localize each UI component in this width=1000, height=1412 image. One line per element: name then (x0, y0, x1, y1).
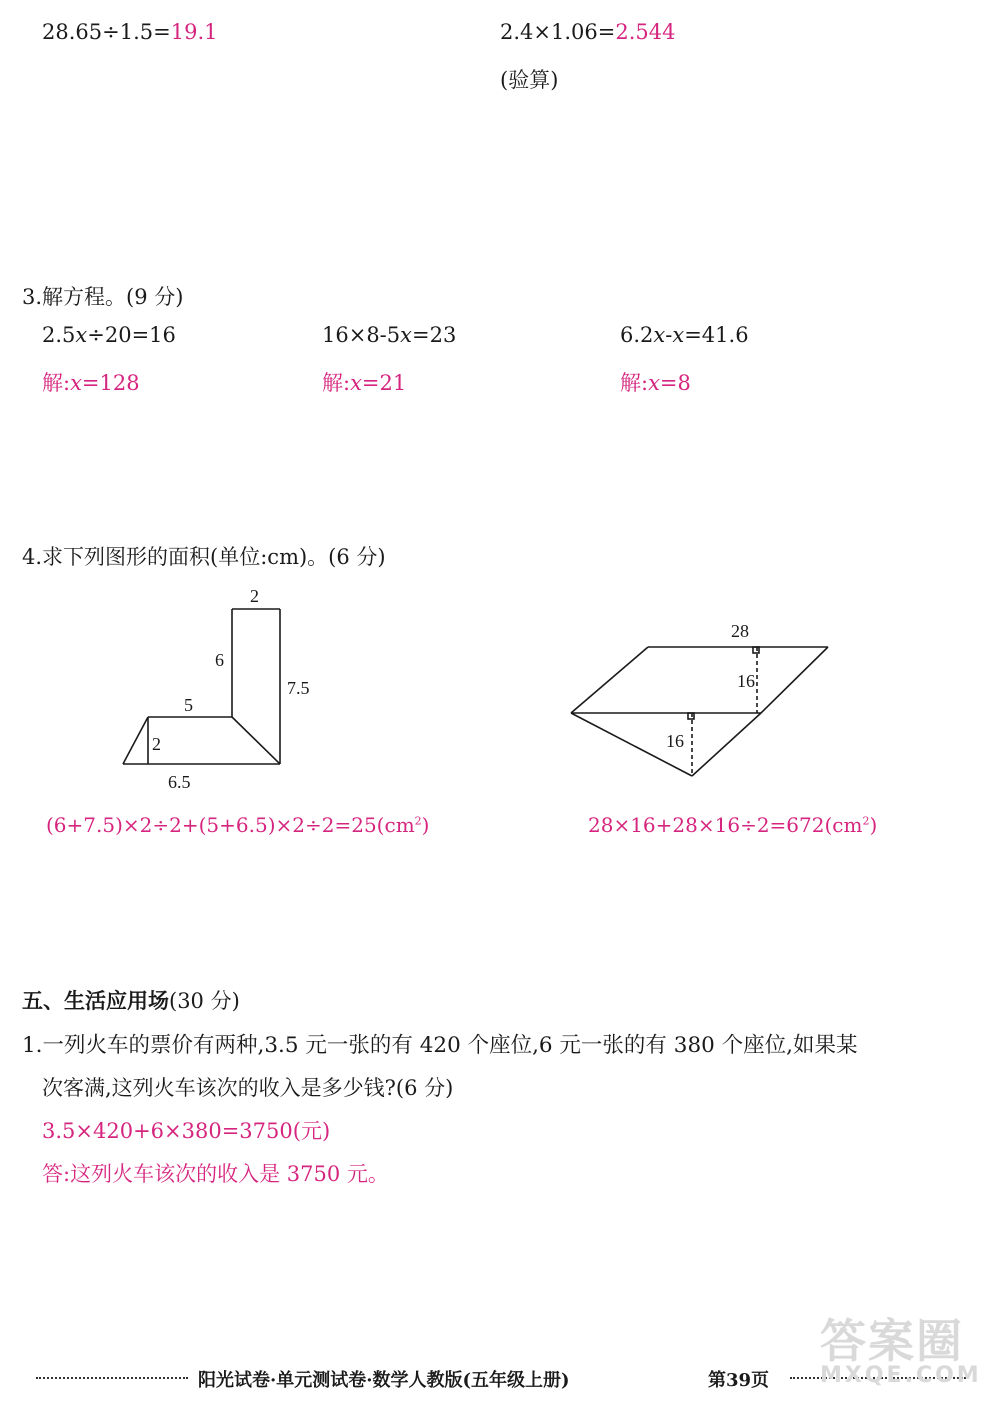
q3-ans2-var: x (350, 371, 362, 395)
q4-answer2 (588, 813, 877, 837)
q4-heading: 4.求下列图形的面积(单位:cm)。(6 分) (22, 545, 386, 569)
q3-eq2-a: 16×8-5 (322, 323, 401, 347)
q3-eq2 (322, 323, 456, 347)
q3-eq3-a: 6.2 (620, 323, 654, 347)
q3-eq1-var: x (75, 323, 88, 347)
q4-answer1-end: ) (421, 813, 430, 837)
q3-ans2-prefix: 解: (322, 371, 351, 395)
q3-ans3-rest: =8 (659, 371, 691, 395)
footer-page-number: 第39页 (708, 1370, 770, 1391)
q3-eq1-a: 2.5 (42, 323, 76, 347)
fig1-slant-edge (123, 717, 148, 764)
q3-ans1-prefix: 解: (42, 371, 71, 395)
fig1-diagonal (232, 717, 280, 764)
calc-right-expr: 2.4×1.06= (500, 20, 616, 44)
fig2-right-angle-lower (688, 713, 694, 719)
watermark-logo (820, 1314, 982, 1388)
q3-ans2-rest: =21 (361, 371, 407, 395)
q3-eq3-c: =41.6 (684, 323, 749, 347)
q3-heading: 3.解方程。(9 分) (22, 285, 184, 309)
verify-note: (验算) (500, 68, 559, 92)
s5-q1-answer-calc: 3.5×420+6×380=3750(元) (42, 1119, 331, 1143)
q4-answer2-sup: 2 (862, 814, 870, 828)
watermark-sub: MXQE.COM (820, 1363, 982, 1388)
calc-left-expr: 28.65÷1.5= (42, 20, 171, 44)
fig1-label-inner: 2 (152, 734, 161, 754)
q3-eq1-b: ÷20=16 (87, 323, 176, 347)
fig2-right-edge (761, 647, 828, 713)
section5-heading-bold: 五、生活应用场 (22, 988, 169, 1013)
q3-eq2-b: =23 (411, 323, 457, 347)
q3-ans1 (42, 367, 140, 397)
q3-ans1-rest: =128 (81, 371, 140, 395)
figure-composite-shape (110, 580, 340, 795)
fig2-right-angle-upper (753, 647, 759, 653)
q3-eq3-b: - (665, 323, 673, 347)
fig2-tri-right (692, 713, 761, 776)
fig2-label-top: 28 (731, 621, 749, 641)
fig2-label-lower-h: 16 (666, 731, 684, 751)
q3-ans3-var: x (648, 371, 660, 395)
fig1-label-bottom: 6.5 (168, 772, 191, 792)
fig1-label-right: 7.5 (287, 678, 310, 698)
section5-heading-rest: (30 分) (169, 989, 240, 1013)
figure-parallelogram-triangle (560, 615, 840, 785)
q4-answer1-sup: 2 (414, 814, 422, 828)
calc-right (500, 20, 675, 44)
fig1-label-step: 5 (184, 695, 193, 715)
q3-eq3-var2: x (672, 323, 685, 347)
q3-eq3 (620, 323, 749, 347)
q3-ans3 (620, 367, 691, 397)
fig1-label-left-upper: 6 (215, 650, 224, 670)
q3-eq3-var1: x (653, 323, 666, 347)
s5-q1-line1: 1.一列火车的票价有两种,3.5 元一张的有 420 个座位,6 元一张的有 380 个座位,如果某 (22, 1033, 858, 1058)
q4-answer1 (46, 813, 429, 837)
q3-ans2 (322, 367, 406, 397)
fig2-left-edge (571, 647, 648, 713)
q4-answer2-expr: 28×16+28×16÷2=672(cm (588, 813, 863, 837)
s5-q1-answer-text: 答:这列火车该次的收入是 3750 元。 (42, 1162, 389, 1186)
fig1-label-top: 2 (250, 586, 259, 606)
section5-heading (22, 985, 240, 1015)
footer-dots-left (36, 1377, 188, 1379)
q3-eq1 (42, 323, 176, 347)
watermark-text: 答案圈 (820, 1314, 964, 1368)
s5-q1-line2: 次客满,这列火车该次的收入是多少钱?(6 分) (42, 1076, 454, 1100)
q3-ans1-var: x (70, 371, 82, 395)
calc-left (42, 20, 217, 44)
fig2-label-upper-h: 16 (737, 671, 755, 691)
calc-left-result: 19.1 (170, 20, 218, 44)
calc-right-result: 2.544 (615, 20, 676, 44)
q3-ans3-prefix: 解: (620, 371, 649, 395)
footer-title: 阳光试卷·单元测试卷·数学人教版(五年级上册) (198, 1370, 570, 1391)
q4-answer2-end: ) (869, 813, 878, 837)
q4-answer1-expr: (6+7.5)×2÷2+(5+6.5)×2÷2=25(cm (46, 813, 415, 837)
q3-eq2-var: x (400, 323, 412, 347)
